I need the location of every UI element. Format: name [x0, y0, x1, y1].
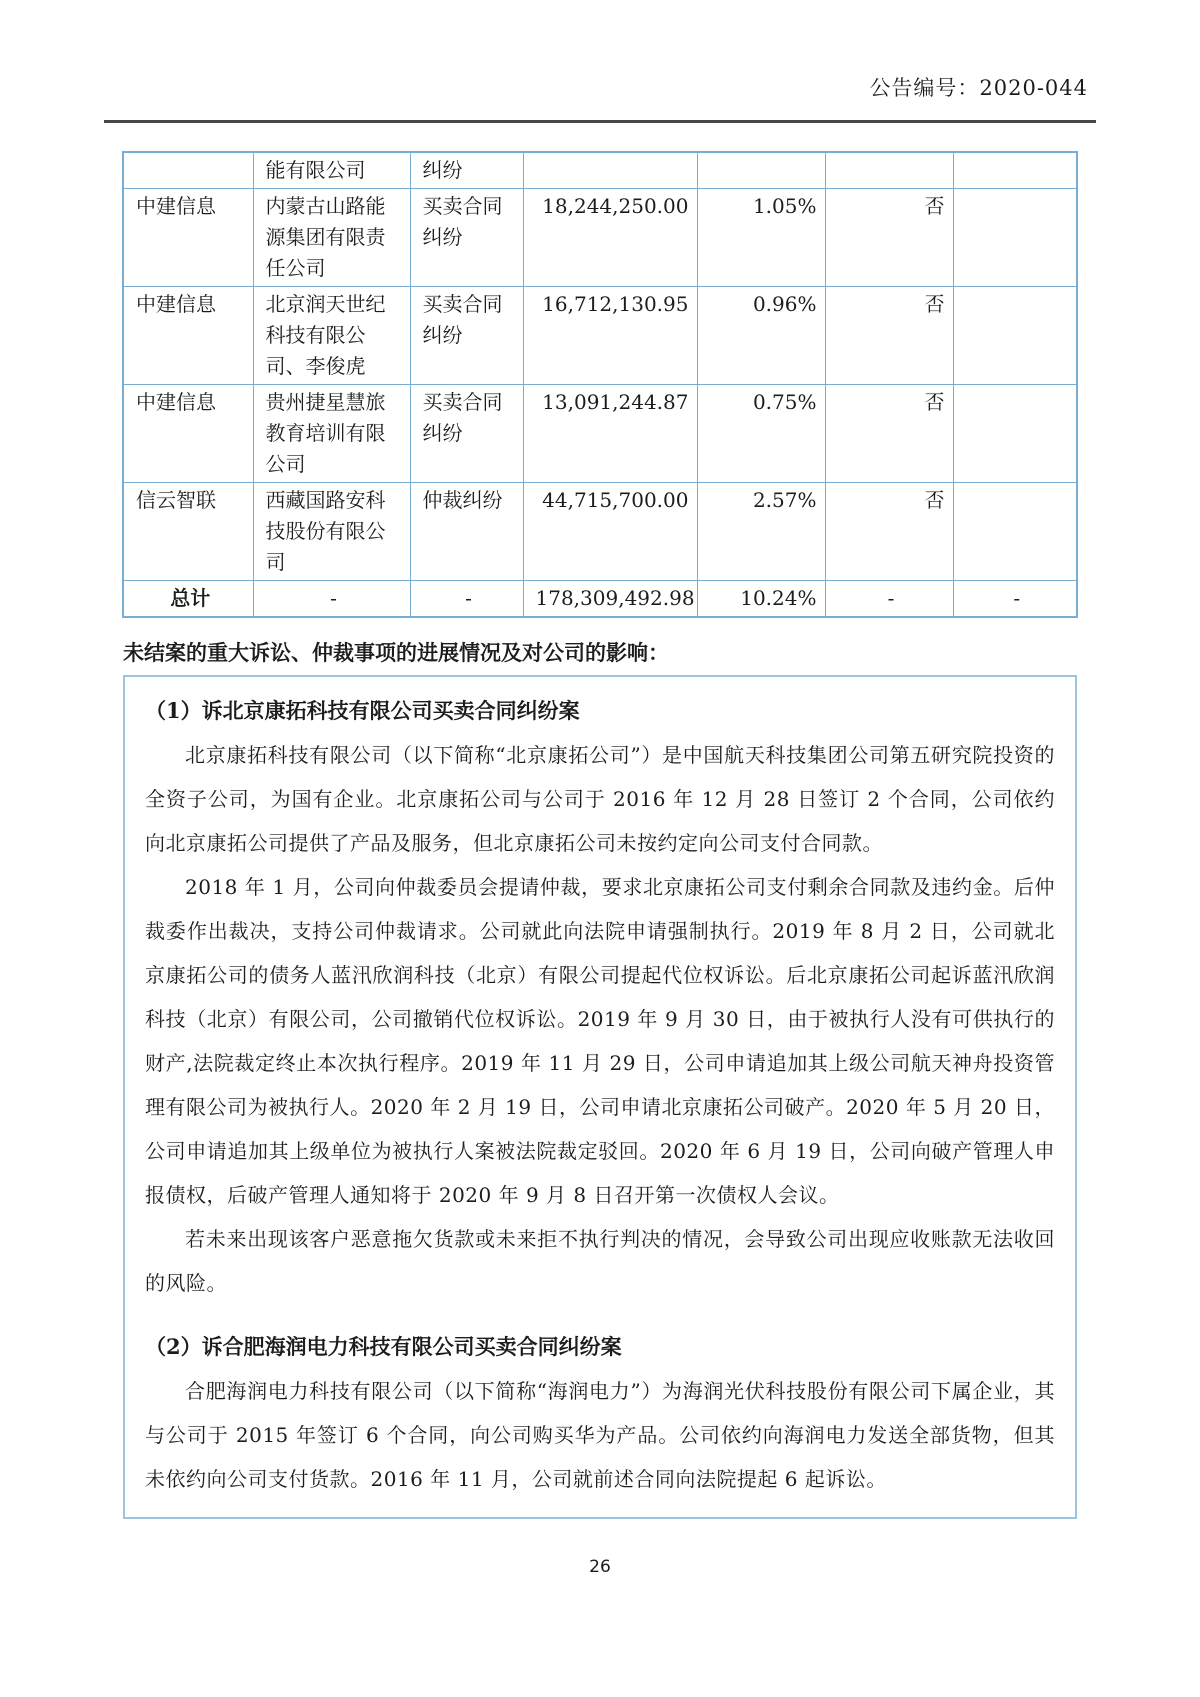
cell-company: 中建信息: [123, 287, 253, 385]
doc-number: 公告编号：2020-044: [869, 76, 1088, 100]
cell-extra: [953, 152, 1077, 189]
cell-party: 能有限公司: [253, 152, 410, 189]
cell-percentage: 10.24%: [697, 581, 825, 618]
cell-dispute-type: 纠纷: [410, 152, 523, 189]
table-row: [123, 152, 1077, 189]
cell-percentage: 0.75%: [697, 385, 825, 483]
cell-extra: [953, 483, 1077, 581]
cell-percentage: [697, 152, 825, 189]
cell-amount: 44,715,700.00: [523, 483, 697, 581]
cell-percentage: 0.96%: [697, 287, 825, 385]
table-row: [123, 189, 1077, 287]
table-row: [123, 287, 1077, 385]
cell-total-label: 总计: [123, 581, 253, 618]
cell-extra: -: [953, 581, 1077, 618]
cell-extra: [953, 385, 1077, 483]
table-row: [123, 385, 1077, 483]
section-heading: 未结案的重大诉讼、仲裁事项的进展情况及对公司的影响：: [123, 642, 669, 665]
cell-dispute-type: 仲裁纠纷: [410, 483, 523, 581]
cell-flag: 否: [825, 483, 953, 581]
cell-party: 西藏国路安科技股份有限公司: [253, 483, 410, 581]
cell-extra: [953, 287, 1077, 385]
cell-flag: -: [825, 581, 953, 618]
case-title: （1）诉北京康拓科技有限公司买卖合同纠纷案: [145, 698, 580, 723]
litigation-table: [122, 151, 1078, 618]
header-rule: [104, 120, 1096, 123]
cell-extra: [953, 189, 1077, 287]
case-paragraph: 北京康拓科技有限公司（以下简称“北京康拓公司”）是中国航天科技集团公司第五研究院投资的全资子公司，为国有企业。北京康拓公司与公司于 2016 年 12 月 28 日签订 2 个合同，公司依约向北京康拓公司提供了产品及服务，但北京康拓公司未按约定向公司支付合同款。: [145, 743, 1055, 855]
cell-flag: 否: [825, 385, 953, 483]
case-2: [145, 1325, 1055, 1501]
cell-amount: 13,091,244.87: [523, 385, 697, 483]
cell-dispute-type: 买卖合同纠纷: [410, 287, 523, 385]
cell-party: 贵州捷星慧旅教育培训有限公司: [253, 385, 410, 483]
cell-amount: [523, 152, 697, 189]
cell-dispute-type: 买卖合同纠纷: [410, 189, 523, 287]
cell-company: 中建信息: [123, 189, 253, 287]
cell-company: [123, 152, 253, 189]
case-paragraph: 2018 年 1 月，公司向仲裁委员会提请仲裁，要求北京康拓公司支付剩余合同款及违约金。后仲裁委作出裁决，支持公司仲裁请求。公司就此向法院申请强制执行。2019 年 8 月 2 日，公司就北京康拓公司的债务人蓝汛欣润科技（北京）有限公司提起代位权诉讼。后北京康拓公司起诉蓝汛欣润科技（北京）有限公司，公司撤销代位权诉讼。2019 年 9 月 30 日，由于被执行人没有可供执行的财产,法院裁定终止本次执行程序。2019 年 11 月 29 日，公司申请追加其上级公司航天神舟投资管理有限公司为被执行人。2020 年 2 月 19 日，公司申请北京康拓公司破产。2020 年 5 月 20 日，公司申请追加其上级单位为被执行人案被法院裁定驳回。2020 年 6 月 19 日，公司向破产管理人申报债权，后破产管理人通知将于 2020 年 9 月 8 日召开第一次债权人会议。: [145, 875, 1055, 1207]
cell-percentage: 2.57%: [697, 483, 825, 581]
document-header: [104, 0, 1088, 102]
cell-company: 信云智联: [123, 483, 253, 581]
table-total-row: [123, 581, 1077, 618]
cell-party: -: [253, 581, 410, 618]
case-paragraph: 若未来出现该客户恶意拖欠货款或未来拒不执行判决的情况，会导致公司出现应收账款无法收回的风险。: [145, 1227, 1055, 1295]
table-row: [123, 483, 1077, 581]
cell-amount: 178,309,492.98: [523, 581, 697, 618]
cell-company: 中建信息: [123, 385, 253, 483]
cell-dispute-type: 买卖合同纠纷: [410, 385, 523, 483]
cell-flag: 否: [825, 287, 953, 385]
cell-party: 北京润天世纪科技有限公司、李俊虎: [253, 287, 410, 385]
cases-box: [123, 675, 1077, 1519]
cell-flag: 否: [825, 189, 953, 287]
cell-percentage: 1.05%: [697, 189, 825, 287]
page-number: 26: [589, 1557, 611, 1577]
cell-amount: 16,712,130.95: [523, 287, 697, 385]
cell-amount: 18,244,250.00: [523, 189, 697, 287]
case-title: （2）诉合肥海润电力科技有限公司买卖合同纠纷案: [145, 1334, 622, 1359]
cell-dispute-type: -: [410, 581, 523, 618]
cell-party: 内蒙古山路能源集团有限责任公司: [253, 189, 410, 287]
case-paragraph: 合肥海润电力科技有限公司（以下简称“海润电力”）为海润光伏科技股份有限公司下属企业，其与公司于 2015 年签订 6 个合同，向公司购买华为产品。公司依约向海润电力发送全部货物，但其未依约向公司支付货款。2016 年 11 月，公司就前述合同向法院提起 6 起诉讼。: [145, 1379, 1055, 1491]
cell-flag: [825, 152, 953, 189]
case-1: [145, 689, 1055, 1305]
